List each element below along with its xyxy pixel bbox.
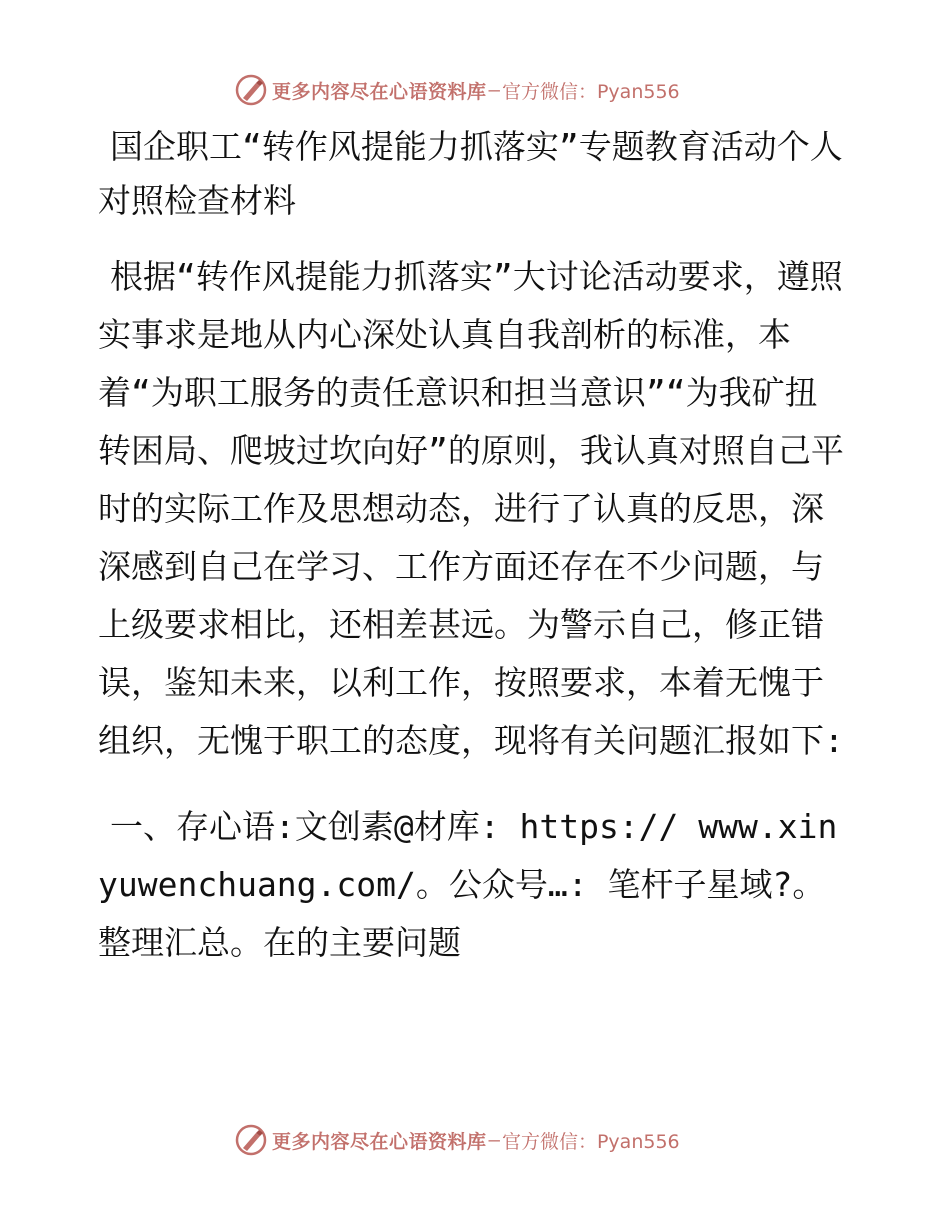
document-body bbox=[98, 120, 850, 972]
watermark-account: 官方微信：Pyan556 bbox=[501, 1130, 680, 1153]
watermark-separator: — bbox=[488, 1129, 500, 1151]
intro-paragraph: 根据“转作风提能力抓落实”大讨论活动要求，遵照实事求是地从内心深处认真自我剖析的标准，本着“为职工服务的责任意识和担当意识”“为我矿扭转困局、爬坡过坎向好”的原则，我认真对照自己平时的实际工作及思想动态，进行了认真的反思，深深感到自己在学习、工作方面还存在不少问题，与上级要求相比，还相差甚远。为警示自己，修正错误，鉴知未来，以利工作，按照要求，本着无愧于组织，无愧于职工的态度，现将有关问题汇报如下: bbox=[98, 257, 844, 760]
footer-watermark bbox=[234, 1120, 754, 1160]
watermark-account: 官方微信：Pyan556 bbox=[501, 80, 680, 103]
watermark-text: 更多内容尽在心语资料库 bbox=[272, 1130, 487, 1153]
header-watermark bbox=[234, 70, 754, 110]
section-1-heading: 一、存心语:文创素@材库: https:// www.xinyuwenchuang.com/。公众号…: 笔杆子星域?。整理汇总。在的主要问题 bbox=[98, 807, 838, 962]
watermark-separator: — bbox=[488, 79, 500, 101]
document-title: 国企职工“转作风提能力抓落实”专题教育活动个人对照检查材料 bbox=[98, 127, 843, 220]
watermark-text: 更多内容尽在心语资料库 bbox=[272, 80, 487, 103]
pen-seal-icon bbox=[234, 73, 268, 107]
pen-seal-icon bbox=[234, 1123, 268, 1157]
